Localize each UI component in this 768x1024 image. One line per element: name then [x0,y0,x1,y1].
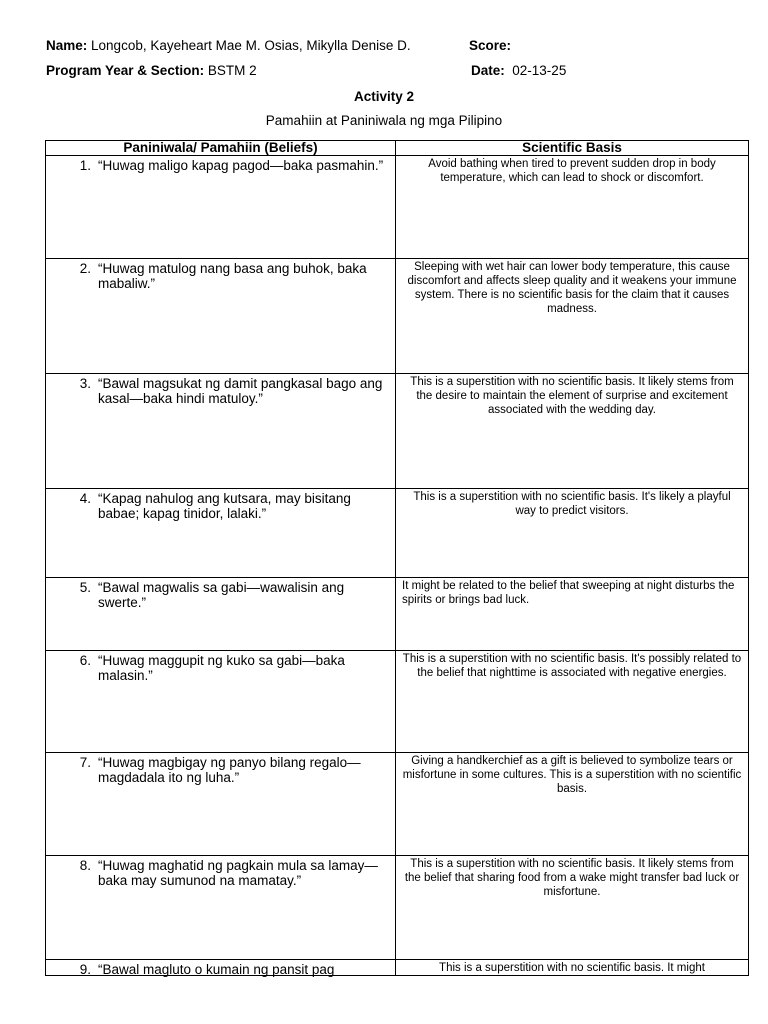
basis-cell: It might be related to the belief that sweeping at night disturbs the spirits or brings bad luck. [396,578,749,651]
belief-number: 8. [79,858,91,873]
table-row [46,856,749,960]
belief-cell [46,753,396,856]
basis-cell: Giving a handkerchief as a gift is believed to symbolize tears or misfortune in some cultures. This is a superstition with no scientific basis. [396,753,749,856]
belief-number: 7. [79,755,91,770]
belief-number: 2. [79,261,91,276]
table-row [46,651,749,753]
date-field [471,63,566,78]
belief-number: 4. [79,491,91,506]
belief-cell [46,259,396,374]
column-header-scientific-basis: Scientific Basis [396,141,749,156]
belief-cell [46,156,396,259]
name-value: Longcob, Kayeheart Mae M. Osias, Mikylla Denise D. [91,38,411,53]
table-header-row [46,141,749,156]
name-label: Name: [46,38,88,53]
belief-number: 6. [79,653,91,668]
table-row [46,156,749,259]
basis-cell: Avoid bathing when tired to prevent sudden drop in body temperature, which can lead to shock or discomfort. [396,156,749,259]
basis-cell: This is a superstition with no scientific basis. It's possibly related to the belief that nighttime is associated with negative energies. [396,651,749,753]
belief-text: “Huwag maligo kapag pagod—baka pasmahin.” [98,158,384,173]
belief-number: 1. [79,158,91,173]
program-label: Program Year & Section: [46,63,205,78]
name-line [46,38,411,53]
belief-text: “Huwag maggupit ng kuko sa gabi—baka malasin.” [98,653,345,683]
activity-subtitle: Pamahiin at Paniniwala ng mga Pilipino [265,113,503,128]
table-row [46,374,749,489]
belief-number: 3. [79,376,91,391]
belief-number: 5. [79,580,91,595]
belief-text: “Kapag nahulog ang kutsara, may bisitang babae; kapag tinidor, lalaki.” [98,491,351,521]
table-row [46,578,749,651]
belief-cell [46,489,396,578]
table-row [46,960,749,976]
belief-cell [46,578,396,651]
table-row [46,489,749,578]
basis-cell: Sleeping with wet hair can lower body temperature, this cause discomfort and affects sleep quality and it weakens your immune system. There is no scientific basis for the claim that it causes madness. [396,259,749,374]
belief-cell [46,374,396,489]
basis-cell: This is a superstition with no scientific basis. It likely stems from the belief that sharing food from a wake might transfer bad luck or misfortune. [396,856,749,960]
belief-text: “Huwag maghatid ng pagkain mula sa lamay—baka may sumunod na mamatay.” [98,858,378,888]
belief-cell [46,960,396,976]
column-header-beliefs: Paniniwala/ Pamahiin (Beliefs) [46,141,396,156]
beliefs-table [45,140,749,976]
score-field [469,38,511,53]
belief-text: “Huwag magbigay ng panyo bilang regalo—magdadala ito ng luha.” [98,755,361,785]
belief-text: “Huwag matulog nang basa ang buhok, baka mabaliw.” [98,261,367,291]
activity-title: Activity 2 [353,89,415,104]
basis-cell: This is a superstition with no scientific basis. It might [396,960,749,976]
score-label: Score: [469,38,512,53]
date-value: 02-13-25 [512,63,567,78]
belief-text: “Bawal magsukat ng damit pangkasal bago ang kasal—baka hindi matuloy.” [98,376,383,406]
belief-text: “Bawal magluto o kumain ng pansit pag [98,962,335,977]
belief-cell [46,651,396,753]
belief-cell [46,856,396,960]
basis-cell: This is a superstition with no scientific basis. It likely stems from the desire to maintain the element of surprise and excitement associated with the wedding day. [396,374,749,489]
basis-cell: This is a superstition with no scientific basis. It's likely a playful way to predict visitors. [396,489,749,578]
date-label: Date: [471,63,505,78]
program-value: BSTM 2 [207,63,257,78]
belief-text: “Bawal magwalis sa gabi—wawalisin ang swerte.” [98,580,345,610]
table-row [46,259,749,374]
belief-number: 9. [79,962,91,977]
table-row [46,753,749,856]
program-line [46,63,257,78]
